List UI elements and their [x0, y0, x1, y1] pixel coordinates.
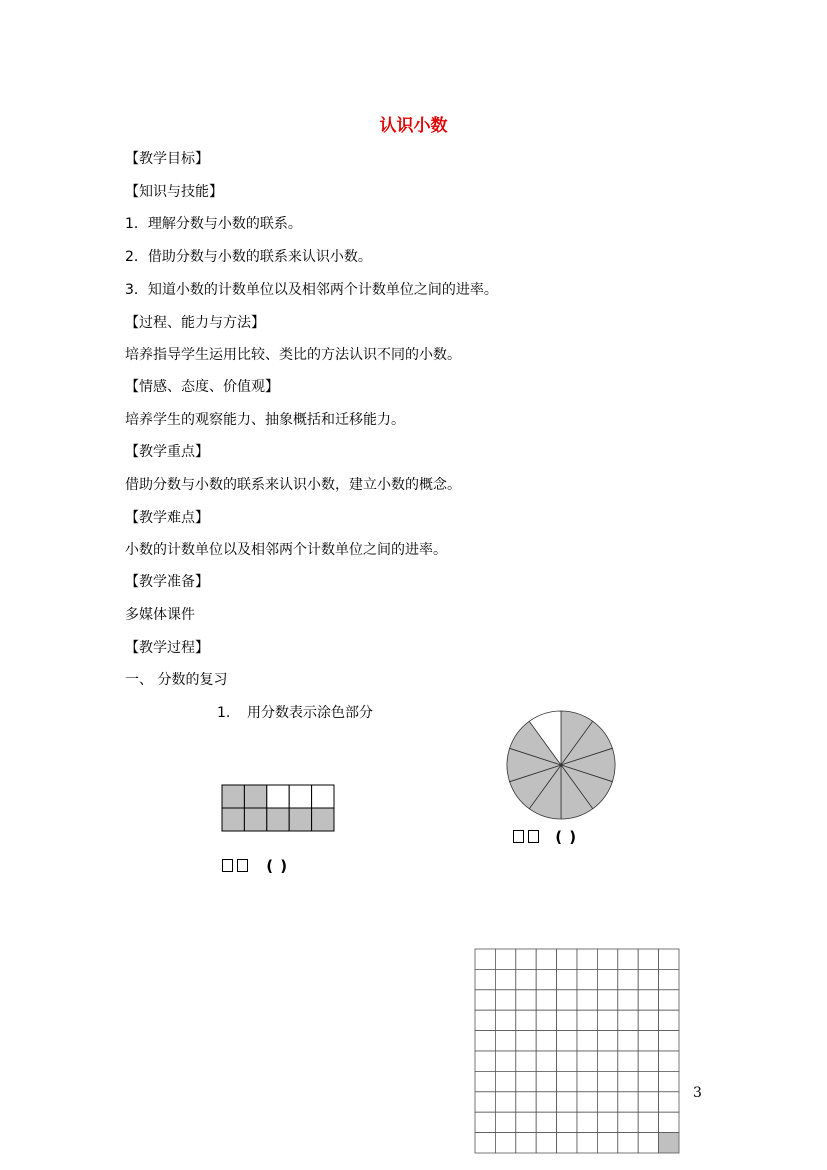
hundred-grid-figure: [474, 948, 682, 1156]
grid-cell: [557, 1071, 577, 1091]
grid-cell: [577, 969, 597, 989]
grid-cell: [638, 969, 658, 989]
grid-cell: [222, 785, 244, 808]
grid-cell: [289, 785, 311, 808]
grid-cell: [495, 1010, 515, 1030]
paragraph: 培养学生的观察能力、抽象概括和迁移能力。: [125, 412, 405, 428]
grid-cell: [475, 1112, 495, 1132]
grid-cell: [638, 949, 658, 969]
goal-item: 2．借助分数与小数的联系来认识小数。: [125, 249, 372, 265]
grid-cell: [557, 1112, 577, 1132]
page-number: 3: [693, 1085, 702, 1101]
heading-teaching-goals: 【教学目标】: [125, 151, 209, 167]
grid-cell: [597, 1031, 617, 1051]
heading-difficulty: 【教学难点】: [125, 510, 209, 526]
grid-cell: [557, 1010, 577, 1030]
grid-cell: [475, 1031, 495, 1051]
grid-cell: [638, 1133, 658, 1153]
grid-cell: [516, 1071, 536, 1091]
grid-cell: [516, 1092, 536, 1112]
grid-cell: [597, 990, 617, 1010]
grid-cell: [638, 1010, 658, 1030]
grid-cell: [618, 1031, 638, 1051]
grid-cell: [536, 949, 556, 969]
grid-cell: [536, 1133, 556, 1153]
grid-cell: [557, 1133, 577, 1153]
grid-cell: [516, 969, 536, 989]
grid-cell: [638, 1071, 658, 1091]
exercise-text: 用分数表示涂色部分: [247, 705, 373, 721]
grid-cell: [495, 1092, 515, 1112]
section-heading: 一、 分数的复习: [125, 672, 228, 688]
grid-cell: [618, 1010, 638, 1030]
grid-cell: [577, 1112, 597, 1132]
heading-teaching-process: 【教学过程】: [125, 640, 209, 656]
grid-cell: [495, 1031, 515, 1051]
grid-cell: [267, 808, 289, 831]
grid-cell: [577, 1071, 597, 1091]
grid-cell: [475, 1071, 495, 1091]
placeholder-box: [513, 830, 524, 843]
placeholder-box: [222, 859, 233, 872]
heading-emotion: 【情感、态度、价值观】: [125, 379, 279, 395]
paragraph: 多媒体课件: [125, 607, 195, 623]
paragraph: 培养指导学生运用比较、类比的方法认识不同的小数。: [125, 347, 461, 363]
grid-cell: [475, 1133, 495, 1153]
grid-cell: [495, 949, 515, 969]
placeholder-box: [237, 859, 248, 872]
grid-cell: [577, 1092, 597, 1112]
grid-cell: [244, 785, 266, 808]
grid-cell: [597, 1092, 617, 1112]
grid-cell: [638, 990, 658, 1010]
grid-cell: [659, 1092, 679, 1112]
grid-cell: [577, 949, 597, 969]
grid-cell: [638, 1112, 658, 1132]
heading-key-point: 【教学重点】: [125, 444, 209, 460]
grid-cell: [597, 949, 617, 969]
heading-preparation: 【教学准备】: [125, 574, 209, 590]
answer-right: [513, 828, 577, 846]
answer-left: [222, 857, 288, 875]
grid-cell: [618, 1133, 638, 1153]
grid-cell: [638, 1051, 658, 1071]
grid-cell: [659, 1031, 679, 1051]
grid-cell: [536, 969, 556, 989]
grid-cell: [495, 1051, 515, 1071]
grid-cell: [618, 1092, 638, 1112]
exercise-number: 1.: [217, 705, 231, 721]
grid-cell: [557, 1051, 577, 1071]
grid-cell: [536, 1031, 556, 1051]
grid-cell: [536, 1071, 556, 1091]
grid-cell: [597, 969, 617, 989]
grid-cell: [638, 1031, 658, 1051]
grid-cell: [495, 990, 515, 1010]
grid-cell: [516, 1031, 536, 1051]
grid-cell: [516, 990, 536, 1010]
grid-cell: [597, 1051, 617, 1071]
grid-cell: [597, 1133, 617, 1153]
grid-cell: [475, 949, 495, 969]
grid-cell: [618, 990, 638, 1010]
grid-cell: [267, 785, 289, 808]
grid-cell: [659, 1112, 679, 1132]
grid-cell: [557, 969, 577, 989]
grid-cell: [244, 808, 266, 831]
grid-cell: [618, 1071, 638, 1091]
exercise-item: [217, 702, 373, 722]
placeholder-box: [528, 830, 539, 843]
grid-cell: [495, 1112, 515, 1132]
grid-cell: [516, 1010, 536, 1030]
grid-cell: [222, 808, 244, 831]
goal-item: 1．理解分数与小数的联系。: [125, 216, 302, 232]
goal-item: 3．知道小数的计数单位以及相邻两个计数单位之间的进率。: [125, 282, 498, 298]
grid-cell: [516, 1133, 536, 1153]
heading-knowledge-skills: 【知识与技能】: [125, 184, 223, 200]
grid-cell: [659, 949, 679, 969]
grid-cell: [597, 1010, 617, 1030]
grid-cell: [536, 990, 556, 1010]
grid-cell: [577, 1133, 597, 1153]
grid-cell: [536, 1010, 556, 1030]
grid-cell: [475, 969, 495, 989]
grid-cell: [557, 1092, 577, 1112]
grid-cell: [659, 969, 679, 989]
heading-process: 【过程、能力与方法】: [125, 315, 265, 331]
answer-blank[interactable]: ( ): [266, 857, 289, 875]
grid-cell: [659, 1010, 679, 1030]
grid-cell: [577, 1010, 597, 1030]
grid-cell: [557, 1031, 577, 1051]
paragraph: 借助分数与小数的联系来认识小数，建立小数的概念。: [125, 477, 461, 493]
grid-cell: [659, 1071, 679, 1091]
grid-cell: [638, 1092, 658, 1112]
grid-cell: [475, 1051, 495, 1071]
grid-cell: [557, 949, 577, 969]
grid-cell: [495, 1133, 515, 1153]
grid-cell: [659, 990, 679, 1010]
grid-cell: [659, 1051, 679, 1071]
paragraph: 小数的计数单位以及相邻两个计数单位之间的进率。: [125, 542, 447, 558]
answer-blank[interactable]: ( ): [555, 828, 578, 846]
grid-cell: [516, 1112, 536, 1132]
grid-cell: [536, 1112, 556, 1132]
circle-fraction-figure: [504, 708, 618, 822]
grid-cell: [577, 990, 597, 1010]
grid-cell: [618, 969, 638, 989]
grid-cell: [577, 1031, 597, 1051]
grid-cell: [289, 808, 311, 831]
grid-cell: [495, 969, 515, 989]
grid-cell: [475, 1010, 495, 1030]
rectangle-fraction-figure: [221, 784, 337, 832]
grid-cell: [475, 990, 495, 1010]
grid-cell: [516, 1051, 536, 1071]
grid-cell: [659, 1133, 679, 1153]
grid-cell: [536, 1092, 556, 1112]
grid-cell: [597, 1112, 617, 1132]
grid-cell: [495, 1071, 515, 1091]
page-title: 认识小数: [379, 116, 448, 136]
grid-cell: [618, 1051, 638, 1071]
grid-cell: [516, 949, 536, 969]
grid-cell: [475, 1092, 495, 1112]
grid-cell: [618, 1112, 638, 1132]
grid-cell: [618, 949, 638, 969]
grid-cell: [557, 990, 577, 1010]
grid-cell: [597, 1071, 617, 1091]
grid-cell: [312, 785, 334, 808]
grid-cell: [536, 1051, 556, 1071]
grid-cell: [312, 808, 334, 831]
grid-cell: [577, 1051, 597, 1071]
